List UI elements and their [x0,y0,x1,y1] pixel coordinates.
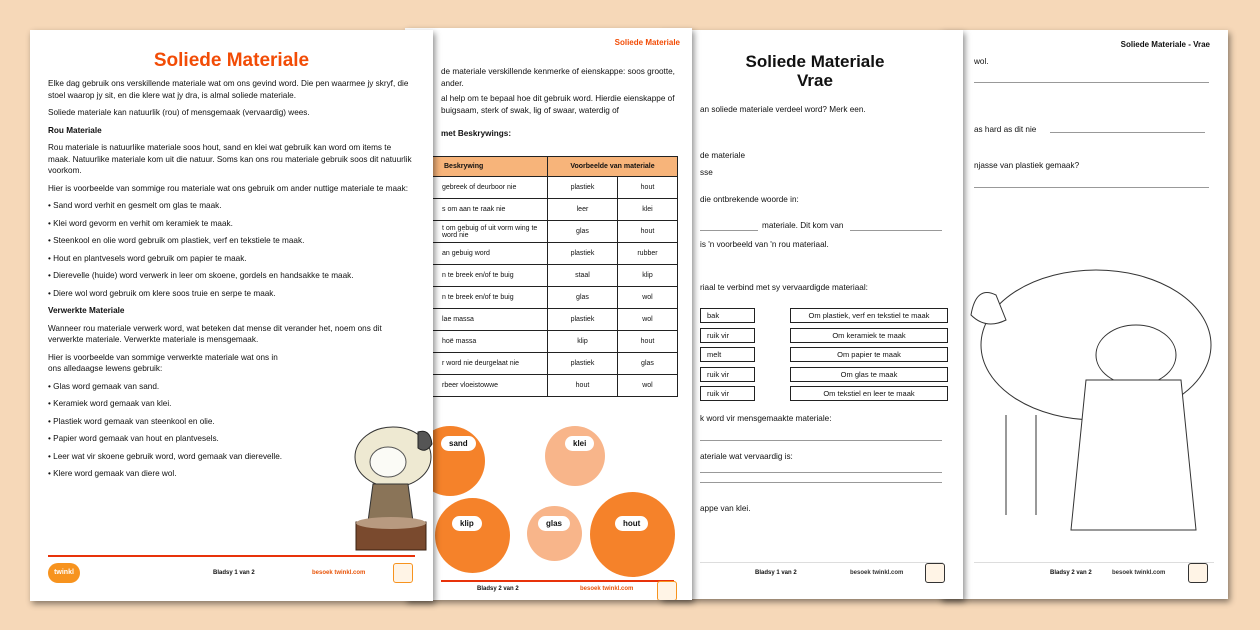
table-row [408,199,678,221]
table-cell: leer [548,199,618,221]
table-row [408,221,678,243]
match-box-right: Om plastiek, verf en tekstiel te maak [790,308,948,323]
fill-in-text: is 'n voorbeeld van 'n rou materiaal. [700,240,829,249]
materials-table [407,156,678,397]
paragraph: Rou materiale is natuurlike materiale soos hout, sand en klei wat gebruik kan word om items te maak. Natuurlike materiale kom uit die natuur. Soms kan ons rou materiale gebruik soos dit natuurlik voorkom. [48,143,412,175]
paragraph: Hier is voorbeelde van sommige verwerkte materiale wat ons in ons alledaagse lewens gebruik: [48,352,278,373]
table-cell: glas [548,287,618,309]
image-label-klip: klip [452,516,482,531]
page-number: Bladsy 2 van 2 [477,586,519,592]
twinkl-badge-icon [1188,563,1208,583]
match-box-left: bak [700,308,755,323]
question-text: riaal te verbind met sy vervaardigde materiaal: [700,283,868,292]
table-cell: glas [548,221,618,243]
page-number: Bladsy 1 van 2 [213,570,255,576]
list-item: • Dierevelle (huide) word verwerk in leer om skoene, gordels en handsakke te maak. [48,271,354,280]
table-cell: staal [548,265,618,287]
table-heading: met Beskrywings: [441,129,512,138]
table-row [408,243,678,265]
option-text: sse [700,168,713,177]
twinkl-badge-icon [657,581,677,600]
match-box-right: Om keramiek te maak [790,328,948,343]
list-item: • Plastiek word gemaak van steenkool en olie. [48,416,215,426]
website-link[interactable]: besoek twinkl.com [580,586,634,592]
table-cell: klei [617,199,677,221]
list-item: • Diere wol word gebruik om klere soos truie en serpe te maak. [48,288,276,298]
paragraph: Wanneer rou materiale verwerk word, wat beteken dat mense dit verander het, noem ons dit verwerkte materiale. Verwerkte materiale is mensgemaak. [48,323,382,344]
table-cell: an gebuig word [408,243,548,265]
table-cell: wol [617,287,677,309]
section-heading: Rou Materiale [48,125,102,135]
list-item: • Leer wat vir skoene gebruik word, word gemaak van dierevelle. [48,451,283,461]
option-text: de materiale [700,151,746,160]
website-link[interactable]: besoek twinkl.com [850,570,904,576]
page-header: Soliede Materiale - Vrae [1120,40,1210,49]
match-box-right: Om glas te maak [790,367,948,382]
twinkl-logo: twinkl [48,563,80,583]
table-cell: wol [617,309,677,331]
worksheet-page-2 [405,28,692,600]
worksheet-page-4 [940,30,1228,599]
column-header: Voorbeelde van materiale [548,157,678,177]
page-subtitle: Vrae [797,71,833,90]
list-item: • Steenkool en olie word gebruik om plastiek, verf en tekstiele te maak. [48,236,305,245]
table-cell: n te breek en/of te buig [408,265,548,287]
sheep-colouring-illustration [966,255,1216,545]
paragraph: al help om te bepaal hoe dit gebruik word. Hierdie eienskappe of buigsaam, sterk of swak, lig of swaar, waterdig of [441,94,675,115]
table-row [408,375,678,397]
table-cell: rubber [617,243,677,265]
worksheet-page-1 [30,30,433,601]
question-text: appe van klei. [700,504,751,513]
list-item: • Klere word gemaak van diere wol. [48,469,177,478]
list-item: • Glas word gemaak van sand. [48,381,160,391]
question-text: an soliede materiale verdeel word? Merk een. [700,105,866,114]
table-cell: t om gebuig of uit vorm wing te word nie [408,221,548,243]
paragraph: Elke dag gebruik ons verskillende materiale wat om ons gevind word. Die pen waarmee jy skryf, die stoel waarop jy sit, en die klere wat jy dra, is almal soliede materiale. [48,79,409,100]
match-box-left: melt [700,347,755,362]
question-text: die ontbrekende woorde in: [700,195,799,204]
table-row [408,309,678,331]
table-row [408,265,678,287]
match-box-left: ruik vir [700,367,755,382]
table-row [408,177,678,199]
table-cell: klip [617,265,677,287]
table-row [408,287,678,309]
match-box-right: Om tekstiel en leer te maak [790,386,948,401]
question-text: k word vir mensgemaakte materiale: [700,414,832,423]
page-number: Bladsy 2 van 2 [1050,570,1092,576]
list-item: • Hout en plantvesels word gebruik om papier te maak. [48,253,247,263]
page-title: Soliede Materiale [745,52,885,71]
image-label-klei: klei [565,436,594,451]
table-cell: plastiek [548,243,618,265]
table-cell: s om aan te raak nie [408,199,548,221]
image-label-glas: glas [538,516,570,531]
worksheet-page-3 [660,30,963,599]
fill-in-text: materiale. Dit kom van [762,221,844,230]
table-cell: plastiek [548,177,618,199]
section-heading: Verwerkte Materiale [48,306,125,315]
table-row [408,353,678,375]
website-link[interactable]: besoek twinkl.com [312,570,366,576]
column-header: Beskrywing [408,157,548,177]
question-text: as hard as dit nie [974,125,1037,134]
list-item: • Papier word gemaak van hout en plantvesels. [48,434,219,443]
paragraph: Hier is voorbeelde van sommige rou materiale wat ons gebruik om ander nuttige materiale te maak: [48,183,408,193]
paragraph: de materiale verskillende kenmerke of eienskappe: soos grootte, ander. [441,67,675,88]
match-box-left: ruik vir [700,328,755,343]
page-number: Bladsy 1 van 2 [755,570,797,576]
table-cell: gebreek of deurboor nie [408,177,548,199]
twinkl-badge-icon [393,563,413,583]
paragraph: Soliede materiale kan natuurlik (rou) of mensgemaak (vervaardig) wees. [48,108,310,117]
table-cell: plastiek [548,309,618,331]
list-item: • Keramiek word gemaak van klei. [48,399,172,408]
twinkl-badge-icon [925,563,945,583]
table-cell: n te breek en/of te buig [408,287,548,309]
table-cell: r word nie deurgelaat nie [408,353,548,375]
table-cell: lae massa [408,309,548,331]
page-header: Soliede Materiale [614,38,680,47]
table-cell: hout [548,375,618,397]
table-cell: hoë massa [408,331,548,353]
question-text: ateriale wat vervaardig is: [700,452,793,461]
table-cell: hout [617,221,677,243]
table-cell: klip [548,331,618,353]
match-box-right: Om papier te maak [790,347,948,362]
image-label-hout: hout [615,516,648,531]
website-link[interactable]: besoek twinkl.com [1112,570,1166,576]
list-item: • Sand word verhit en gesmelt om glas te maak. [48,201,222,210]
match-box-left: ruik vir [700,386,755,401]
image-label-sand: sand [441,436,476,451]
table-cell: glas [617,353,677,375]
table-cell: hout [617,331,677,353]
table-cell: rbeer vloeistowwe [408,375,548,397]
table-cell: hout [617,177,677,199]
list-item: • Klei word gevorm en verhit om keramiek te maak. [48,218,233,228]
table-cell: plastiek [548,353,618,375]
question-text: njasse van plastiek gemaak? [974,161,1080,170]
table-cell: wol [617,375,677,397]
question-text: wol. [974,57,989,66]
page-title: Soliede Materiale [153,50,310,71]
table-row [408,331,678,353]
